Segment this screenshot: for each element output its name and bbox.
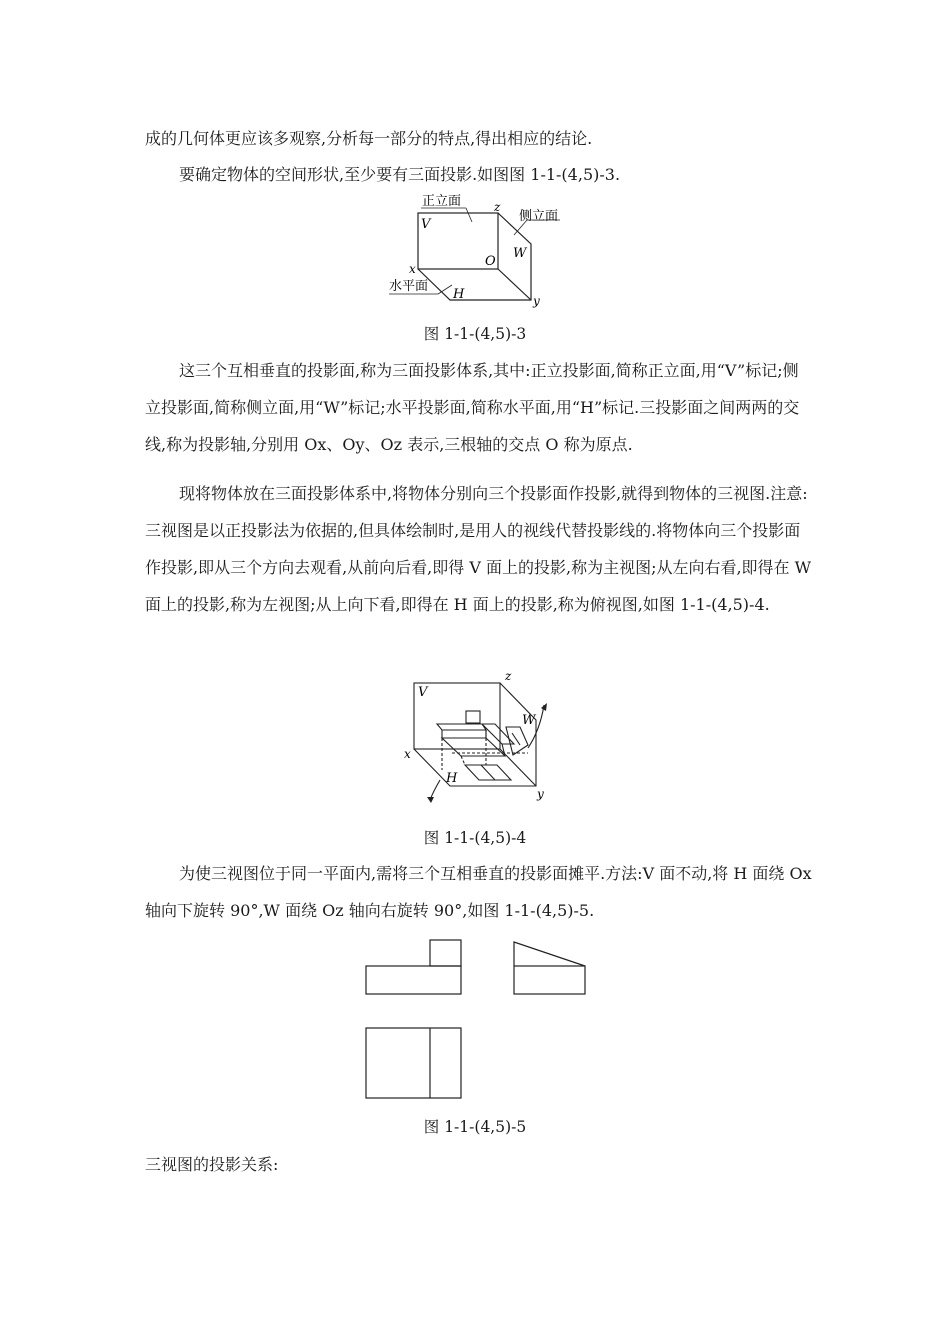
figure-5-caption: 图 1-1-(4,5)-5 xyxy=(423,1118,527,1136)
top-view xyxy=(366,1028,461,1098)
label-H: H xyxy=(453,287,465,302)
label-V: V xyxy=(421,217,431,232)
paragraph-6: 三视图的投影关系: xyxy=(145,1155,279,1174)
figure-4-caption: 图 1-1-(4,5)-4 xyxy=(423,829,527,847)
figure-3-caption: 图 1-1-(4,5)-3 xyxy=(423,325,527,343)
fig4-label-W: W xyxy=(522,713,536,728)
label-y: y xyxy=(533,294,540,308)
side-view xyxy=(514,942,585,994)
front-view xyxy=(366,940,461,994)
paragraph-2: 要确定物体的空间形状,至少要有三面投影.如图图 1-1-(4,5)-3. xyxy=(179,165,621,184)
fig4-label-V: V xyxy=(418,685,428,700)
paragraph-3: 这三个互相垂直的投影面,称为三面投影体系,其中:正立投影面,简称正立面,用“V”标记;侧立投影面,简称侧立面,用“W”标记;水平投影面,简称水平面,用“H”标记.三投影面之间两两的交线,称为投影轴,分别用 Ox、Oy、Oz 表示,三根轴的交点 O 称为原点. xyxy=(145,361,800,454)
paragraph-1: 成的几何体更应该多观察,分析每一部分的特点,得出相应的结论. xyxy=(145,129,593,148)
fig4-label-y: y xyxy=(537,787,544,801)
label-side-plane: 侧立面 xyxy=(519,209,559,224)
label-W: W xyxy=(513,246,527,261)
label-O: O xyxy=(485,254,496,269)
label-horizontal-plane: 水平面 xyxy=(389,279,429,294)
label-x: x xyxy=(409,262,416,276)
fig4-label-H: H xyxy=(446,771,458,786)
paragraph-4: 现将物体放在三面投影体系中,将物体分别向三个投影面作投影,就得到物体的三视图.注意:三视图是以正投影法为依据的,但具体绘制时,是用人的视线代替投影线的.将物体向三个投影面作投影,即从三个方向去观看,从前向后看,即得 V 面上的投影,称为主视图;从左向右看,即得在 W 面上的投影,称为左视图;从上向下看,即得在 H 面上的投影,称为俯视图,如图 1-1-(4,5)-4. xyxy=(145,484,812,614)
fig4-label-z: z xyxy=(505,669,512,683)
paragraph-5: 为使三视图位于同一平面内,需将三个互相垂直的投影面摊平.方法:V 面不动,将 H 面绕 Ox 轴向下旋转 90°,W 面绕 Oz 轴向右旋转 90°,如图 1-1-(4,5)-5. xyxy=(145,864,812,920)
label-front-plane: 正立面 xyxy=(422,194,462,209)
label-z: z xyxy=(494,200,501,214)
fig4-label-x: x xyxy=(404,747,411,761)
